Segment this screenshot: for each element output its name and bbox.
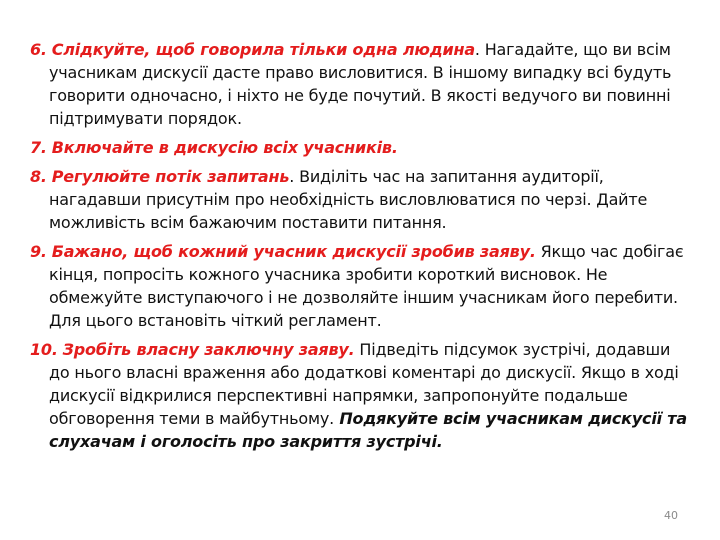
- item-10-number: 10.: [30, 340, 58, 359]
- item-8-body: . Виділіть час на запитання аудиторії, нагадавши присутнім про необхідність висловлюватися по черзі. Дайте можливість всім бажаючим поставити питання.: [49, 167, 648, 232]
- list-item-8: [30, 165, 692, 234]
- item-9-heading: Бажано, щоб кожний учасник дискусії зробив заяву.: [51, 242, 536, 261]
- list-item-7: [30, 136, 692, 159]
- item-8-heading: Регулюйте потік запитань: [51, 167, 290, 186]
- list-item-9: [30, 240, 692, 332]
- item-7-number: 7.: [30, 138, 47, 157]
- item-6-number: 6.: [30, 40, 47, 59]
- item-9-number: 9.: [30, 242, 47, 261]
- list-item-10: [30, 338, 692, 453]
- item-10-body: Підведіть підсумок зустрічі, додавши до нього власні враження або додаткові коментарі до дискусії. Якщо в ході дискусії відкрилися перспективні напрямки, запропонуйте подальше обговорення теми в майбутньому.: [49, 340, 679, 428]
- slide-content: [30, 38, 692, 459]
- item-10-heading: Зробіть власну заключну заяву.: [62, 340, 355, 359]
- item-6-heading: Слідкуйте, щоб говорила тільки одна людина: [51, 40, 475, 59]
- item-7-heading: Включайте в дискусію всіх учасників.: [51, 138, 398, 157]
- list-item-6: [30, 38, 692, 130]
- item-10-closing: Подякуйте всім учасникам дискусії та слухачам і оголосіть про закриття зустрічі.: [49, 409, 687, 451]
- page-number: 40: [664, 509, 678, 522]
- item-8-number: 8.: [30, 167, 47, 186]
- item-9-body: Якщо час добігає кінця, попросіть кожного учасника зробити короткий висновок. Не обмежуйте виступаючого і не дозволяйте іншим учасникам його перебити. Для цього встановіть чіткий регламент.: [49, 242, 684, 330]
- item-6-body: . Нагадайте, що ви всім учасникам дискусії дасте право висловитися. В іншому випадку всі будуть говорити одночасно, і ніхто не буде почутий. В якості ведучого ви повинні підтримувати порядок.: [49, 40, 672, 128]
